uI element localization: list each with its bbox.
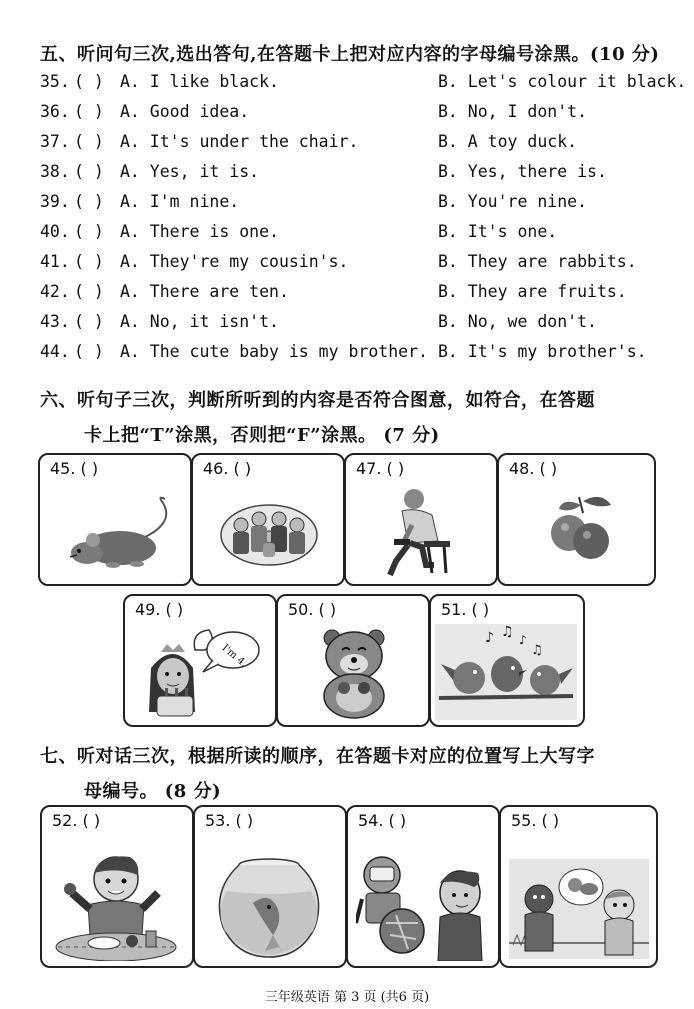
picture-card-45 [38, 453, 192, 586]
card-label: 49. ( ) [135, 600, 184, 619]
option-b: B. They are fruits. [438, 282, 627, 301]
question-row [40, 72, 687, 100]
question-number: 36. [40, 102, 70, 121]
section6-title-line2: 卡上把“T”涂黑，否则把“F”涂黑。 (7 分) [84, 425, 440, 446]
answer-blank: ( ) [74, 162, 104, 181]
card-label: 48. ( ) [509, 459, 558, 478]
speech-bubble-text: I'm 4. [219, 642, 249, 670]
section7-title-line2: 母编号。 (8 分) [84, 781, 222, 802]
answer-blank: ( ) [74, 72, 104, 91]
question-number: 40. [40, 222, 70, 241]
question-number: 39. [40, 192, 70, 211]
question-row [40, 342, 670, 370]
oranges-icon [539, 487, 619, 567]
question-number: 42. [40, 282, 70, 301]
question-row [40, 222, 670, 250]
question-row [40, 192, 670, 220]
svg-text:♫: ♫ [501, 624, 514, 640]
girl-birthday-icon [143, 628, 268, 723]
bear-icon [316, 626, 392, 720]
svg-text:♫: ♫ [531, 643, 543, 658]
option-a: A. There is one. [120, 222, 279, 241]
option-a: A. It's under the chair. [120, 132, 359, 151]
question-number: 44. [40, 342, 70, 361]
svg-text:♪: ♪ [519, 633, 527, 647]
option-b: B. Let's colour it black. [438, 72, 687, 91]
answer-blank: ( ) [74, 312, 104, 331]
question-number: 41. [40, 252, 70, 271]
option-a: A. There are ten. [120, 282, 289, 301]
mouse-icon [65, 493, 175, 573]
page-footer: 三年级英语 第 3 页 (共6 页) [264, 990, 430, 1005]
birds-singing-icon [435, 624, 577, 720]
picture-card-51 [429, 594, 585, 727]
question-number: 38. [40, 162, 70, 181]
section7-title-line1: 七、听对话三次，根据所读的顺序，在答题卡对应的位置写上大写字 [40, 746, 595, 767]
option-a: A. Good idea. [120, 102, 250, 121]
option-b: B. No, we don't. [438, 312, 597, 331]
man-exercising-icon [382, 485, 462, 581]
question-row [40, 132, 670, 160]
option-b: B. No, I don't. [438, 102, 588, 121]
option-a: A. No, it isn't. [120, 312, 279, 331]
option-a: A. I like black. [120, 72, 279, 91]
question-row [40, 282, 670, 310]
picture-card-49 [123, 594, 277, 727]
option-b: B. A toy duck. [438, 132, 578, 151]
card-label: 51. ( ) [441, 600, 490, 619]
option-b: B. It's one. [438, 222, 558, 241]
question-number: 35. [40, 72, 70, 91]
section6-title-line1: 六、听句子三次，判断所听到的内容是否符合图意，如符合，在答题 [40, 390, 595, 411]
family-icon [219, 497, 319, 567]
robot-toy-icon [356, 853, 492, 961]
option-a: A. Yes, it is. [120, 162, 260, 181]
goldfish-bowl-icon [213, 851, 325, 961]
option-a: A. I'm nine. [120, 192, 240, 211]
picture-card-46 [191, 453, 345, 586]
answer-blank: ( ) [74, 132, 104, 151]
answer-blank: ( ) [74, 282, 104, 301]
question-number: 43. [40, 312, 70, 331]
picture-card-50 [276, 594, 430, 727]
svg-text:♪: ♪ [485, 630, 494, 646]
option-a: A. They're my cousin's. [120, 252, 349, 271]
option-b: B. You're nine. [438, 192, 588, 211]
card-label: 50. ( ) [288, 600, 337, 619]
card-label: 53. ( ) [205, 811, 254, 830]
card-label: 52. ( ) [52, 811, 101, 830]
card-label: 47. ( ) [356, 459, 405, 478]
option-b: B. They are rabbits. [438, 252, 637, 271]
question-row [40, 102, 670, 130]
question-row [40, 162, 670, 190]
answer-blank: ( ) [74, 102, 104, 121]
picture-card-55 [499, 805, 658, 968]
card-label: 55. ( ) [511, 811, 560, 830]
question-row [40, 312, 670, 340]
children-dog-icon [509, 859, 649, 959]
picture-card-48 [497, 453, 656, 586]
answer-blank: ( ) [74, 252, 104, 271]
question-number: 37. [40, 132, 70, 151]
picture-card-47 [344, 453, 498, 586]
option-a: A. The cute baby is my brother. [120, 342, 428, 361]
picture-card-52 [40, 805, 194, 968]
boy-eating-icon [54, 849, 178, 961]
card-label: 46. ( ) [203, 459, 252, 478]
option-b: B. Yes, there is. [438, 162, 607, 181]
option-b: B. It's my brother's. [438, 342, 647, 361]
answer-blank: ( ) [74, 342, 104, 361]
section5-title: 五、听问句三次,选出答句,在答题卡上把对应内容的字母编号涂黑。(10 分) [40, 44, 660, 65]
card-label: 54. ( ) [358, 811, 407, 830]
question-row [40, 252, 670, 280]
picture-card-54 [346, 805, 500, 968]
card-label: 45. ( ) [50, 459, 99, 478]
answer-blank: ( ) [74, 222, 104, 241]
answer-blank: ( ) [74, 192, 104, 211]
picture-card-53 [193, 805, 347, 968]
